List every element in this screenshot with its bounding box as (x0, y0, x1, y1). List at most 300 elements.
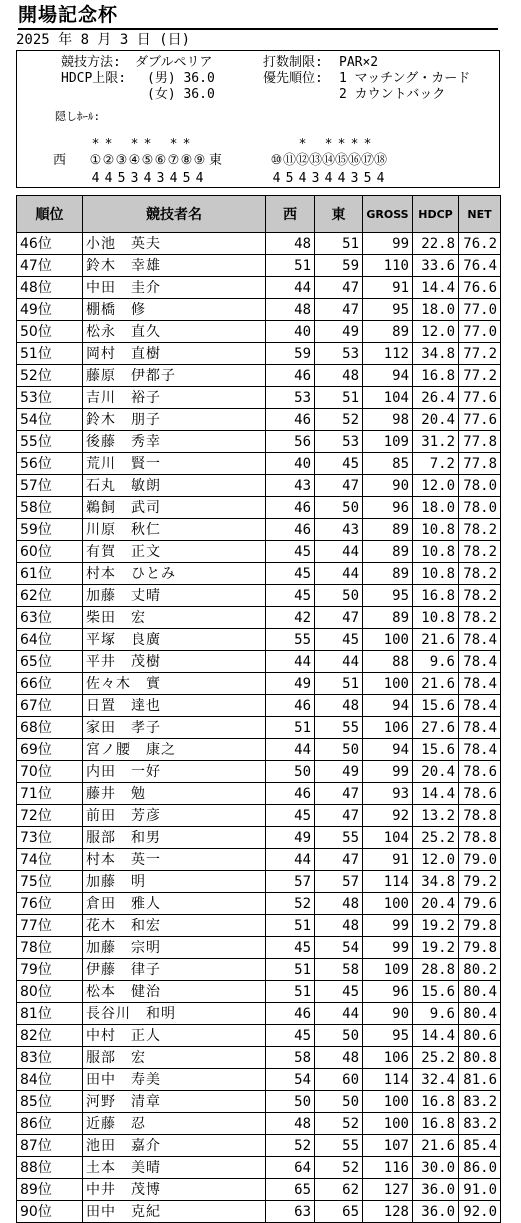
net-cell: 83.2 (459, 1113, 501, 1135)
player-name-cell: 吉川 裕子 (83, 387, 266, 409)
rank-cell: 57位 (17, 475, 83, 497)
hdcp-cell: 26.4 (413, 387, 459, 409)
net-cell: 78.0 (459, 497, 501, 519)
east-score-cell: 52 (315, 1113, 363, 1135)
player-name-cell: 藤原 伊都子 (83, 365, 266, 387)
table-row (17, 717, 501, 739)
east-score-cell: 49 (315, 761, 363, 783)
gross-cell: 100 (363, 673, 413, 695)
hidden-hole-mark: * (104, 137, 113, 152)
rank-cell: 64位 (17, 629, 83, 651)
net-cell: 80.6 (459, 1025, 501, 1047)
priority-label: 優先順位: (263, 71, 323, 86)
table-row (17, 343, 501, 365)
table-row (17, 299, 501, 321)
hdcp-cell: 10.8 (413, 607, 459, 629)
rank-cell: 69位 (17, 739, 83, 761)
player-name-cell: 荒川 賢一 (83, 453, 266, 475)
west-score-cell: 51 (266, 981, 315, 1003)
east-score-cell: 43 (315, 519, 363, 541)
net-cell: 78.4 (459, 695, 501, 717)
rank-cell: 68位 (17, 717, 83, 739)
hdcp-cell: 20.4 (413, 893, 459, 915)
gross-cell: 114 (363, 1069, 413, 1091)
player-name-cell: 松本 健治 (83, 981, 266, 1003)
west-score-cell: 48 (266, 233, 315, 255)
hole-number: ⑩ (270, 153, 283, 168)
west-score-cell: 65 (266, 1179, 315, 1201)
table-row (17, 1047, 501, 1069)
hdcp-cell: 36.0 (413, 1179, 459, 1201)
west-score-cell: 40 (266, 321, 315, 343)
gross-cell: 109 (363, 959, 413, 981)
hole-par: 4 (104, 171, 113, 186)
hdcp-female: (女) 36.0 (147, 87, 215, 102)
hole-par: 4 (298, 171, 307, 186)
player-name-cell: 近藤 忍 (83, 1113, 266, 1135)
east-score-cell: 44 (315, 1003, 363, 1025)
player-name-cell: 川原 秋仁 (83, 519, 266, 541)
stroke-limit-value: PAR×2 (339, 55, 379, 70)
net-cell: 78.8 (459, 805, 501, 827)
net-cell: 91.0 (459, 1179, 501, 1201)
east-hole-numbers (270, 153, 387, 169)
gross-cell: 114 (363, 871, 413, 893)
hdcp-cell: 21.6 (413, 629, 459, 651)
rank-cell: 90位 (17, 1201, 83, 1223)
rank-cell: 83位 (17, 1047, 83, 1069)
hole-number: ③ (115, 153, 128, 168)
competition-info-box (16, 50, 500, 188)
table-row (17, 981, 501, 1003)
table-row (17, 365, 501, 387)
east-score-cell: 50 (315, 1091, 363, 1113)
hole-par: 3 (311, 171, 320, 186)
rank-cell: 70位 (17, 761, 83, 783)
east-score-cell: 47 (315, 805, 363, 827)
player-name-cell: 石丸 敏朗 (83, 475, 266, 497)
player-name-cell: 棚橋 修 (83, 299, 266, 321)
hidden-hole-mark: * (350, 137, 359, 152)
gross-cell: 95 (363, 1025, 413, 1047)
gross-cell: 112 (363, 343, 413, 365)
net-cell: 79.0 (459, 849, 501, 871)
player-name-cell: 田中 寿美 (83, 1069, 266, 1091)
west-score-cell: 45 (266, 1025, 315, 1047)
rank-cell: 71位 (17, 783, 83, 805)
player-name-cell: 後藤 秀幸 (83, 431, 266, 453)
net-cell: 77.8 (459, 431, 501, 453)
player-name-cell: 服部 宏 (83, 1047, 266, 1069)
table-row (17, 321, 501, 343)
gross-cell: 100 (363, 629, 413, 651)
west-score-cell: 58 (266, 1047, 315, 1069)
table-row (17, 1201, 501, 1223)
player-name-cell: 内田 一好 (83, 761, 266, 783)
net-cell: 79.8 (459, 915, 501, 937)
hole-number: ⑰ (361, 153, 375, 168)
hdcp-cell: 14.4 (413, 1025, 459, 1047)
east-score-cell: 62 (315, 1179, 363, 1201)
net-cell: 78.4 (459, 651, 501, 673)
player-name-cell: 平塚 良廣 (83, 629, 266, 651)
gross-cell: 99 (363, 915, 413, 937)
net-cell: 79.6 (459, 893, 501, 915)
net-cell: 78.2 (459, 563, 501, 585)
hdcp-male: (男) 36.0 (147, 71, 215, 86)
table-row (17, 673, 501, 695)
hdcp-cell: 20.4 (413, 761, 459, 783)
player-name-cell: 加藤 宗明 (83, 937, 266, 959)
gross-cell: 93 (363, 783, 413, 805)
player-name-cell: 小池 英夫 (83, 233, 266, 255)
method-value: ダブルペリア (135, 55, 213, 70)
hdcp-cell: 10.8 (413, 541, 459, 563)
gross-cell: 106 (363, 1047, 413, 1069)
table-row (17, 541, 501, 563)
net-cell: 77.8 (459, 453, 501, 475)
west-score-cell: 45 (266, 585, 315, 607)
table-row (17, 431, 501, 453)
east-score-cell: 53 (315, 343, 363, 365)
hdcp-label: HDCP上限: (61, 71, 127, 86)
rank-cell: 84位 (17, 1069, 83, 1091)
rank-cell: 74位 (17, 849, 83, 871)
gross-cell: 100 (363, 1091, 413, 1113)
table-row (17, 1135, 501, 1157)
west-score-cell: 56 (266, 431, 315, 453)
west-score-cell: 43 (266, 475, 315, 497)
gross-cell: 94 (363, 695, 413, 717)
rank-cell: 79位 (17, 959, 83, 981)
stroke-limit-label: 打数制限: (263, 55, 323, 70)
table-row (17, 695, 501, 717)
east-score-cell: 57 (315, 871, 363, 893)
hole-number: ⑱ (374, 153, 388, 168)
hole-number: ① (89, 153, 102, 168)
hdcp-cell: 18.0 (413, 497, 459, 519)
west-score-cell: 44 (266, 849, 315, 871)
player-name-cell: 田中 克紀 (83, 1201, 266, 1223)
gross-cell: 107 (363, 1135, 413, 1157)
player-name-cell: 佐々木 實 (83, 673, 266, 695)
net-cell: 79.2 (459, 871, 501, 893)
west-score-cell: 45 (266, 805, 315, 827)
east-hidden-marks (270, 137, 387, 153)
table-row (17, 651, 501, 673)
east-score-cell: 47 (315, 783, 363, 805)
rank-cell: 86位 (17, 1113, 83, 1135)
table-row (17, 607, 501, 629)
player-name-cell: 中田 圭介 (83, 277, 266, 299)
west-score-cell: 45 (266, 541, 315, 563)
east-score-cell: 50 (315, 739, 363, 761)
west-score-cell: 57 (266, 871, 315, 893)
col-name-header: 競技者名 (83, 196, 266, 233)
hole-number: ⑯ (348, 153, 362, 168)
west-score-cell: 45 (266, 563, 315, 585)
gross-cell: 110 (363, 255, 413, 277)
player-name-cell: 花木 和宏 (83, 915, 266, 937)
east-score-cell: 47 (315, 299, 363, 321)
hdcp-cell: 22.8 (413, 233, 459, 255)
player-name-cell: 伊藤 律子 (83, 959, 266, 981)
net-cell: 78.2 (459, 519, 501, 541)
net-cell: 80.4 (459, 1003, 501, 1025)
east-score-cell: 50 (315, 1025, 363, 1047)
table-row (17, 739, 501, 761)
rank-cell: 73位 (17, 827, 83, 849)
gross-cell: 85 (363, 453, 413, 475)
net-cell: 78.2 (459, 541, 501, 563)
net-cell: 78.2 (459, 607, 501, 629)
east-score-cell: 54 (315, 937, 363, 959)
gross-cell: 109 (363, 431, 413, 453)
east-pars (270, 171, 387, 187)
hole-number: ⑧ (180, 153, 193, 168)
player-name-cell: 家田 孝子 (83, 717, 266, 739)
hdcp-cell: 9.6 (413, 651, 459, 673)
net-cell: 76.6 (459, 277, 501, 299)
hdcp-cell: 7.2 (413, 453, 459, 475)
east-score-cell: 48 (315, 365, 363, 387)
east-score-cell: 65 (315, 1201, 363, 1223)
rank-cell: 60位 (17, 541, 83, 563)
table-row (17, 761, 501, 783)
hidden-hole-mark: * (169, 137, 178, 152)
gross-cell: 96 (363, 981, 413, 1003)
gross-cell: 116 (363, 1157, 413, 1179)
east-score-cell: 55 (315, 1135, 363, 1157)
east-score-cell: 48 (315, 695, 363, 717)
net-cell: 77.0 (459, 321, 501, 343)
gross-cell: 100 (363, 893, 413, 915)
hidden-hole-mark: * (337, 137, 346, 152)
hidden-hole-mark: * (324, 137, 333, 152)
net-cell: 77.0 (459, 299, 501, 321)
rank-cell: 87位 (17, 1135, 83, 1157)
rank-cell: 76位 (17, 893, 83, 915)
rank-cell: 77位 (17, 915, 83, 937)
gross-cell: 99 (363, 761, 413, 783)
net-cell: 80.2 (459, 959, 501, 981)
hidden-hole-mark: * (130, 137, 139, 152)
hole-number: ⑪ (283, 153, 297, 168)
net-cell: 77.6 (459, 387, 501, 409)
east-score-cell: 52 (315, 409, 363, 431)
player-name-cell: 岡村 直樹 (83, 343, 266, 365)
table-row (17, 1003, 501, 1025)
rank-cell: 80位 (17, 981, 83, 1003)
net-cell: 76.4 (459, 255, 501, 277)
net-cell: 77.2 (459, 343, 501, 365)
west-hole-numbers (89, 153, 206, 169)
table-row (17, 893, 501, 915)
hole-par: 3 (130, 171, 139, 186)
hdcp-cell: 14.4 (413, 277, 459, 299)
player-name-cell: 藤井 勉 (83, 783, 266, 805)
results-table (16, 195, 501, 1223)
west-score-cell: 54 (266, 1069, 315, 1091)
hdcp-cell: 16.8 (413, 1091, 459, 1113)
player-name-cell: 日置 達也 (83, 695, 266, 717)
player-name-cell: 柴田 宏 (83, 607, 266, 629)
rank-cell: 82位 (17, 1025, 83, 1047)
table-row (17, 1113, 501, 1135)
col-net-header: NET (459, 196, 501, 233)
gross-cell: 91 (363, 849, 413, 871)
hidden-hole-mark: * (182, 137, 191, 152)
player-name-cell: 加藤 丈晴 (83, 585, 266, 607)
gross-cell: 89 (363, 519, 413, 541)
table-row (17, 409, 501, 431)
west-score-cell: 51 (266, 915, 315, 937)
hdcp-cell: 10.8 (413, 563, 459, 585)
rank-cell: 75位 (17, 871, 83, 893)
net-cell: 78.4 (459, 739, 501, 761)
west-hidden-marks (89, 137, 206, 153)
gross-cell: 94 (363, 365, 413, 387)
player-name-cell: 鈴木 幸雄 (83, 255, 266, 277)
rank-cell: 55位 (17, 431, 83, 453)
rank-cell: 47位 (17, 255, 83, 277)
rank-cell: 54位 (17, 409, 83, 431)
hole-number: ⑭ (322, 153, 336, 168)
hdcp-cell: 10.8 (413, 519, 459, 541)
west-score-cell: 48 (266, 1113, 315, 1135)
table-row (17, 805, 501, 827)
gross-cell: 106 (363, 717, 413, 739)
rank-cell: 65位 (17, 651, 83, 673)
east-score-cell: 47 (315, 607, 363, 629)
net-cell: 79.8 (459, 937, 501, 959)
table-row (17, 937, 501, 959)
gross-cell: 104 (363, 387, 413, 409)
table-header-row (17, 196, 501, 233)
gross-cell: 99 (363, 233, 413, 255)
player-name-cell: 前田 芳彦 (83, 805, 266, 827)
east-score-cell: 45 (315, 453, 363, 475)
east-score-cell: 44 (315, 563, 363, 585)
rank-cell: 56位 (17, 453, 83, 475)
gross-cell: 90 (363, 475, 413, 497)
table-row (17, 1069, 501, 1091)
gross-cell: 128 (363, 1201, 413, 1223)
gross-cell: 104 (363, 827, 413, 849)
gross-cell: 89 (363, 607, 413, 629)
col-east-header: 東 (315, 196, 363, 233)
table-row (17, 255, 501, 277)
player-name-cell: 長谷川 和明 (83, 1003, 266, 1025)
west-score-cell: 44 (266, 651, 315, 673)
table-row (17, 233, 501, 255)
west-score-cell: 55 (266, 629, 315, 651)
east-score-cell: 47 (315, 277, 363, 299)
hdcp-cell: 34.8 (413, 871, 459, 893)
gross-cell: 127 (363, 1179, 413, 1201)
west-score-cell: 52 (266, 1135, 315, 1157)
east-score-cell: 52 (315, 1157, 363, 1179)
table-row (17, 871, 501, 893)
rank-cell: 78位 (17, 937, 83, 959)
gross-cell: 92 (363, 805, 413, 827)
hole-number: ⑨ (193, 153, 206, 168)
east-score-cell: 53 (315, 431, 363, 453)
net-cell: 77.6 (459, 409, 501, 431)
hdcp-cell: 14.4 (413, 783, 459, 805)
net-cell: 76.2 (459, 233, 501, 255)
hdcp-cell: 18.0 (413, 299, 459, 321)
west-pars (89, 171, 206, 187)
table-row (17, 1091, 501, 1113)
west-score-cell: 59 (266, 343, 315, 365)
net-cell: 81.6 (459, 1069, 501, 1091)
hole-par: 3 (350, 171, 359, 186)
net-cell: 78.0 (459, 475, 501, 497)
gross-cell: 98 (363, 409, 413, 431)
page-title: 開場記念杯 (18, 2, 498, 30)
rank-cell: 66位 (17, 673, 83, 695)
west-score-cell: 63 (266, 1201, 315, 1223)
gross-cell: 94 (363, 739, 413, 761)
hdcp-cell: 16.8 (413, 585, 459, 607)
player-name-cell: 土本 美晴 (83, 1157, 266, 1179)
player-name-cell: 中村 正人 (83, 1025, 266, 1047)
net-cell: 78.4 (459, 629, 501, 651)
hdcp-cell: 21.6 (413, 1135, 459, 1157)
player-name-cell: 鈴木 朋子 (83, 409, 266, 431)
west-score-cell: 46 (266, 695, 315, 717)
hdcp-cell: 12.0 (413, 475, 459, 497)
table-row (17, 849, 501, 871)
rank-cell: 59位 (17, 519, 83, 541)
west-score-cell: 44 (266, 277, 315, 299)
hdcp-cell: 36.0 (413, 1201, 459, 1223)
hole-number: ⑥ (154, 153, 167, 168)
hdcp-cell: 19.2 (413, 937, 459, 959)
east-score-cell: 55 (315, 827, 363, 849)
table-row (17, 497, 501, 519)
hdcp-cell: 13.2 (413, 805, 459, 827)
west-score-cell: 46 (266, 497, 315, 519)
net-cell: 78.4 (459, 673, 501, 695)
west-score-cell: 51 (266, 717, 315, 739)
net-cell: 92.0 (459, 1201, 501, 1223)
gross-cell: 89 (363, 563, 413, 585)
west-score-cell: 46 (266, 409, 315, 431)
table-row (17, 959, 501, 981)
table-row (17, 629, 501, 651)
gross-cell: 88 (363, 651, 413, 673)
hdcp-cell: 16.8 (413, 365, 459, 387)
event-date: 2025 年 8 月 3 日 (日) (16, 32, 191, 48)
gross-cell: 89 (363, 321, 413, 343)
hole-par: 4 (143, 171, 152, 186)
hole-par: 4 (324, 171, 333, 186)
hdcp-cell: 30.0 (413, 1157, 459, 1179)
player-name-cell: 村本 ひとみ (83, 563, 266, 585)
table-row (17, 519, 501, 541)
east-score-cell: 45 (315, 981, 363, 1003)
hole-par: 4 (272, 171, 281, 186)
east-label: 東 (209, 153, 223, 168)
west-score-cell: 46 (266, 783, 315, 805)
hdcp-cell: 32.4 (413, 1069, 459, 1091)
rank-cell: 48位 (17, 277, 83, 299)
west-label: 西 (53, 153, 67, 168)
rank-cell: 53位 (17, 387, 83, 409)
west-score-cell: 53 (266, 387, 315, 409)
